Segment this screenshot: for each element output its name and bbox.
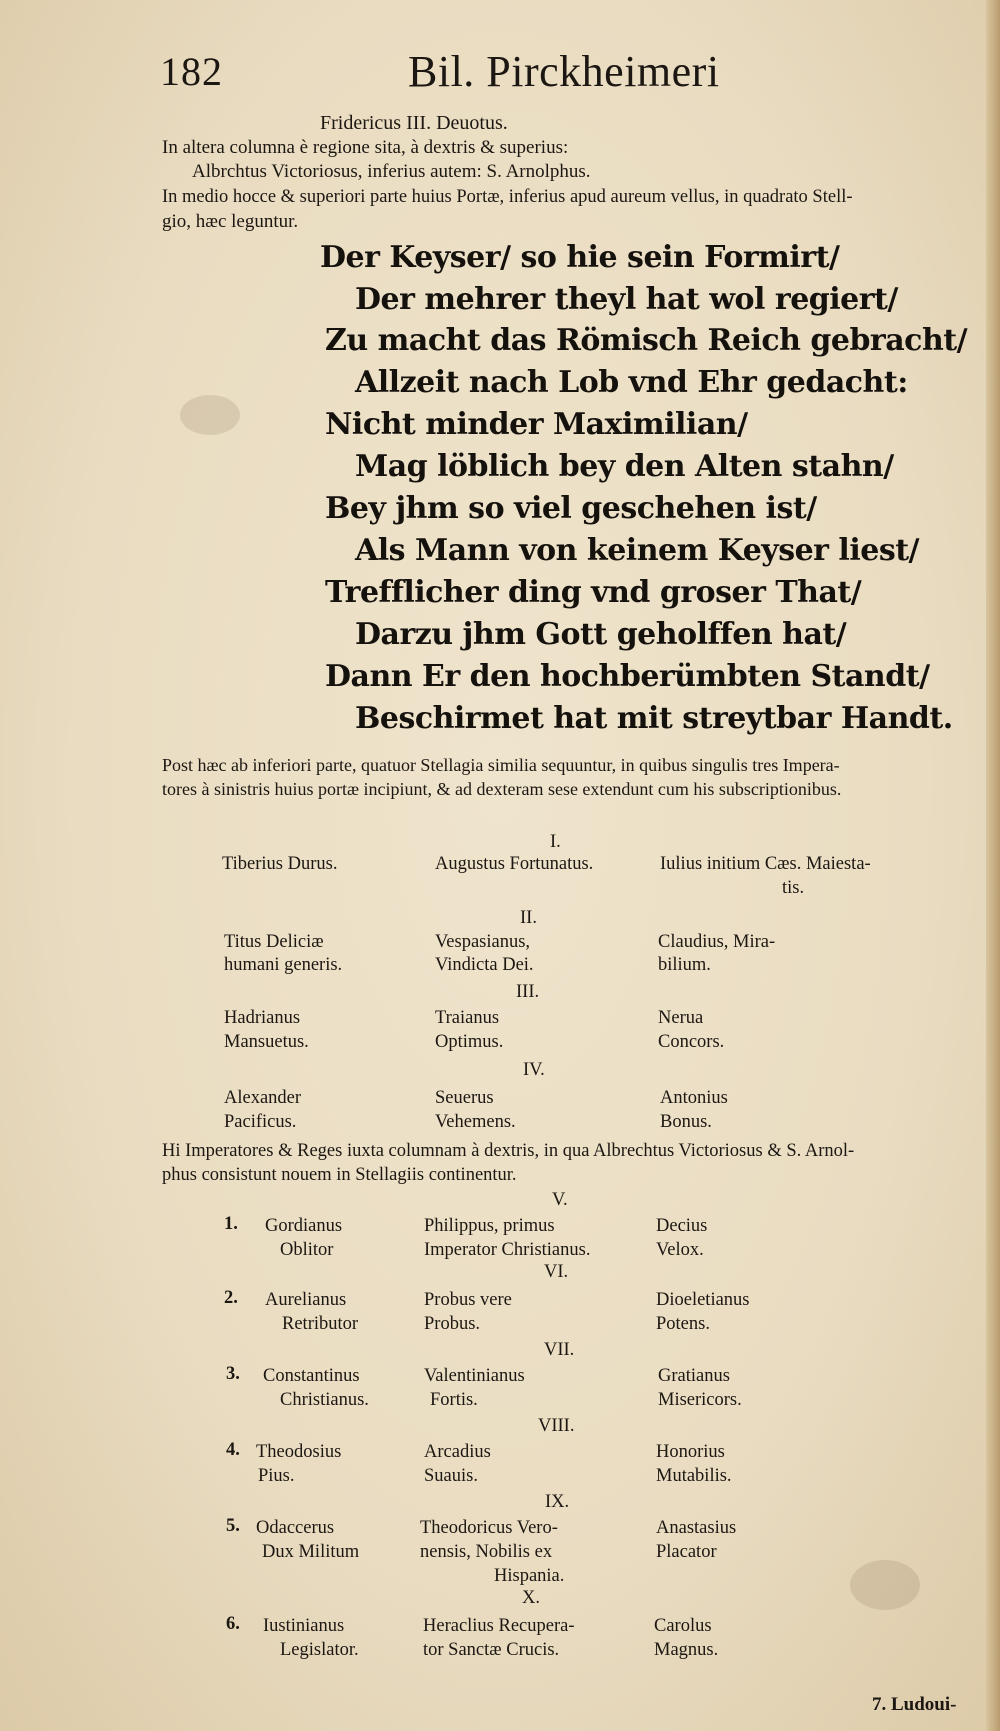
paragraph-line: tores à sinistris huius portæ incipiunt, & ad dexteram sese extendunt cum his subscriptionibus. bbox=[162, 779, 842, 799]
verse-line: Der mehrer theyl hat wol regiert/ bbox=[355, 282, 898, 317]
group-numeral: III. bbox=[516, 982, 540, 1002]
emperor-name: Traianus bbox=[435, 1008, 500, 1028]
emperor-name: Bonus. bbox=[660, 1112, 712, 1132]
row-number: 4. bbox=[226, 1440, 240, 1460]
emperor-name: Antonius bbox=[660, 1088, 728, 1108]
emperor-name: Christianus. bbox=[280, 1390, 369, 1410]
emperor-name: Aurelianus bbox=[265, 1290, 347, 1310]
group-numeral: VIII. bbox=[538, 1416, 575, 1436]
row-number: 1. bbox=[224, 1214, 238, 1234]
paragraph-line: Post hæc ab inferiori parte, quatuor Stellagia similia sequuntur, in quibus singulis tres Impera- bbox=[162, 755, 840, 775]
verse-line: Als Mann von keinem Keyser liest/ bbox=[355, 533, 920, 568]
emperor-name: Iulius initium Cæs. Maiesta- bbox=[660, 854, 871, 874]
verse-line: Beschirmet hat mit streytbar Handt. bbox=[355, 701, 953, 736]
emperor-name: Augustus Fortunatus. bbox=[435, 854, 594, 874]
emperor-name: Honorius bbox=[656, 1442, 725, 1462]
emperor-name: Odaccerus bbox=[256, 1518, 335, 1538]
page-number: 182 bbox=[160, 49, 223, 94]
verse-line: Mag löblich bey den Alten stahn/ bbox=[355, 449, 894, 484]
emperor-name: Tiberius Durus. bbox=[222, 854, 338, 874]
emperor-name: Fortis. bbox=[430, 1390, 478, 1410]
emperor-name: Probus. bbox=[424, 1314, 481, 1334]
emperor-name: Imperator Christianus. bbox=[424, 1240, 591, 1260]
group-numeral: V. bbox=[552, 1190, 568, 1210]
intro-line: Fridericus III. Deuotus. bbox=[320, 112, 508, 134]
intro-line: In altera columna è regione sita, à dextris & superius: bbox=[162, 137, 569, 158]
emperor-name: Optimus. bbox=[435, 1032, 504, 1052]
emperor-name: bilium. bbox=[658, 955, 711, 975]
verse-line: Dann Er den hochberümbten Standt/ bbox=[325, 659, 930, 694]
emperor-name: Heraclius Recupera- bbox=[423, 1616, 575, 1636]
emperor-name: Valentinianus bbox=[424, 1366, 525, 1386]
emperor-name: Claudius, Mira- bbox=[658, 932, 776, 952]
page-edge bbox=[986, 0, 1000, 1731]
emperor-name: Constantinus bbox=[263, 1366, 360, 1386]
emperor-name: Nerua bbox=[658, 1008, 704, 1028]
emperor-name: Gratianus bbox=[658, 1366, 730, 1386]
emperor-name: tis. bbox=[782, 878, 805, 898]
paragraph-line: Hi Imperatores & Reges iuxta columnam à dextris, in qua Albrechtus Victoriosus & S. Arnol- bbox=[162, 1141, 855, 1161]
emperor-name: Theodosius bbox=[256, 1442, 342, 1462]
emperor-name: Misericors. bbox=[658, 1390, 742, 1410]
intro-line: Albrchtus Victoriosus, inferius autem: S. Arnolphus. bbox=[192, 161, 591, 182]
emperor-name: humani generis. bbox=[224, 955, 343, 975]
emperor-name: Gordianus bbox=[265, 1216, 343, 1236]
verse-line: Allzeit nach Lob vnd Ehr gedacht: bbox=[355, 365, 908, 400]
emperor-name: Legislator. bbox=[280, 1640, 359, 1660]
emperor-name: Placator bbox=[656, 1542, 717, 1562]
verse-line: Bey jhm so viel geschehen ist/ bbox=[325, 491, 817, 526]
group-numeral: VII. bbox=[544, 1340, 575, 1360]
emperor-name: Alexander bbox=[224, 1088, 302, 1108]
paragraph-line: phus consistunt nouem in Stellagiis continentur. bbox=[162, 1165, 517, 1185]
emperor-name: Hispania. bbox=[494, 1566, 565, 1586]
row-number: 6. bbox=[226, 1614, 240, 1634]
verse-line: Trefflicher ding vnd groser That/ bbox=[325, 575, 862, 610]
emperor-name: Velox. bbox=[656, 1240, 704, 1260]
emperor-name: tor Sanctæ Crucis. bbox=[423, 1640, 560, 1660]
row-number: 3. bbox=[226, 1364, 240, 1384]
emperor-name: Mutabilis. bbox=[656, 1466, 732, 1486]
emperor-name: Iustinianus bbox=[263, 1616, 345, 1636]
group-numeral: I. bbox=[550, 832, 561, 852]
emperor-name: Titus Deliciæ bbox=[224, 932, 324, 952]
emperor-name: Oblitor bbox=[280, 1240, 334, 1260]
emperor-name: Carolus bbox=[654, 1616, 712, 1636]
row-number: 5. bbox=[226, 1516, 240, 1536]
emperor-name: Vehemens. bbox=[435, 1112, 516, 1132]
group-numeral: IV. bbox=[523, 1060, 545, 1080]
emperor-name: Dux Militum bbox=[262, 1542, 360, 1562]
emperor-name: Pius. bbox=[258, 1466, 295, 1486]
emperor-name: Concors. bbox=[658, 1032, 725, 1052]
group-numeral: X. bbox=[522, 1588, 540, 1608]
intro-line: gio, hæc leguntur. bbox=[162, 211, 299, 232]
catchword: 7. Ludoui- bbox=[872, 1694, 957, 1715]
group-numeral: II. bbox=[520, 908, 537, 928]
emperor-name: Hadrianus bbox=[224, 1008, 301, 1028]
foxing-spot bbox=[850, 1560, 920, 1610]
emperor-name: Retributor bbox=[282, 1314, 359, 1334]
emperor-name: Theodoricus Vero- bbox=[420, 1518, 558, 1538]
verse-line: Darzu jhm Gott geholffen hat/ bbox=[355, 617, 847, 652]
emperor-name: Suauis. bbox=[424, 1466, 478, 1486]
emperor-name: Vindicta Dei. bbox=[435, 955, 534, 975]
emperor-name: Pacificus. bbox=[224, 1112, 297, 1132]
verse-line: Zu macht das Römisch Reich gebracht/ bbox=[325, 323, 968, 358]
running-head: Bil. Pirckheimeri bbox=[408, 47, 720, 96]
foxing-spot bbox=[180, 395, 240, 435]
emperor-name: nensis, Nobilis ex bbox=[420, 1542, 553, 1562]
row-number: 2. bbox=[224, 1288, 238, 1308]
emperor-name: Anastasius bbox=[656, 1518, 737, 1538]
emperor-name: Mansuetus. bbox=[224, 1032, 309, 1052]
emperor-name: Magnus. bbox=[654, 1640, 719, 1660]
emperor-name: Philippus, primus bbox=[424, 1216, 555, 1236]
verse-line: Der Keyser/ so hie sein Formirt/ bbox=[320, 240, 840, 275]
emperor-name: Decius bbox=[656, 1216, 708, 1236]
verse-line: Nicht minder Maximilian/ bbox=[325, 407, 748, 442]
emperor-name: Dioeletianus bbox=[656, 1290, 750, 1310]
emperor-name: Arcadius bbox=[424, 1442, 491, 1462]
emperor-name: Vespasianus, bbox=[435, 932, 531, 952]
group-numeral: IX. bbox=[545, 1492, 570, 1512]
group-numeral: VI. bbox=[544, 1262, 569, 1282]
emperor-name: Seuerus bbox=[435, 1088, 494, 1108]
emperor-name: Potens. bbox=[656, 1314, 710, 1334]
intro-line: In medio hocce & superiori parte huius Portæ, inferius apud aureum vellus, in quadrato Stell- bbox=[162, 187, 853, 207]
emperor-name: Probus vere bbox=[424, 1290, 512, 1310]
